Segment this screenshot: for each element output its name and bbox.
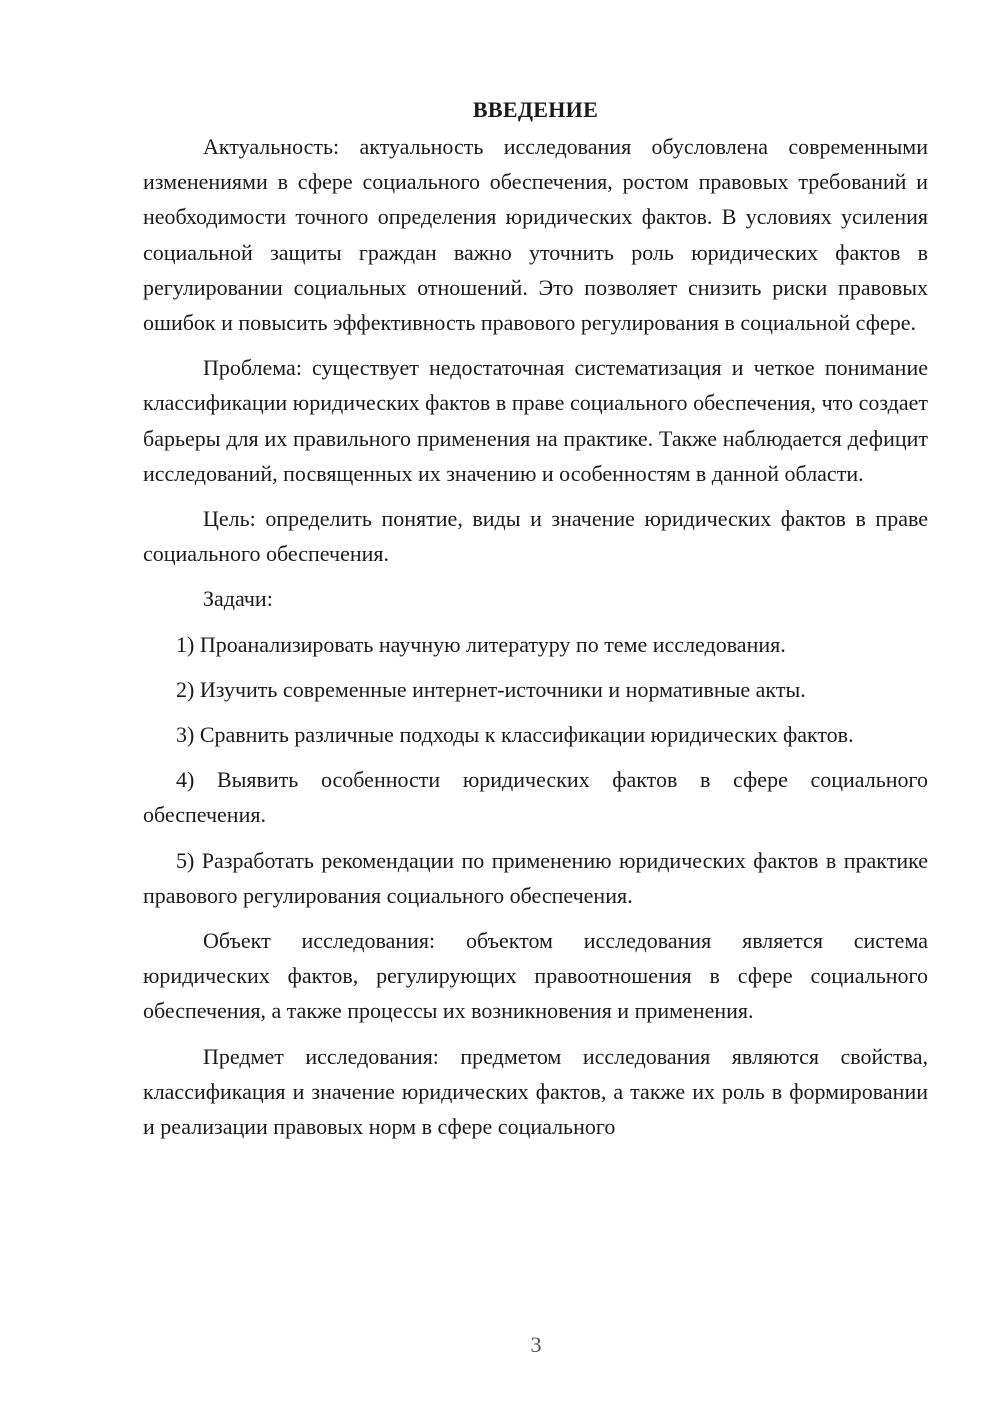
task-item-4: 4) Выявить особенности юридических фактов в сфере социального обеспечения. [143,767,928,828]
task-item-5: 5) Разработать рекомендации по применению юридических фактов в практике правового регулирования социального обеспечения. [143,847,928,908]
task-item-2: 2) Изучить современные интернет-источники и нормативные акты. [176,676,806,702]
task-item-1: 1) Проанализировать научную литературу по теме исследования. [176,631,786,657]
paragraph-problem: Проблема: существует недостаточная систематизация и четкое понимание классификации юридических фактов в праве социального обеспечения, что создает барьеры для их правильного применения на практике. Также наблюдается дефицит исследований, посвященных их значению и особенностям в данной области. [143,355,928,486]
paragraph-relevance: Актуальность: актуальность исследования обусловлена современными изменениями в сфере социального обеспечения, ростом правовых требований и необходимости точного определения юридических фактов. В условиях усиления социальной защиты граждан важно уточнить роль юридических фактов в регулировании социальных отношений. Это позволяет снизить риски правовых ошибок и повысить эффективность правового регулирования в социальной сфере. [143,134,928,336]
page-number: 3 [530,1332,542,1357]
paragraph-goal: Цель: определить понятие, виды и значение юридических фактов в праве социального обеспечения. [143,506,928,567]
section-title: ВВЕДЕНИЕ [472,97,599,122]
paragraph-object: Объект исследования: объектом исследования является система юридических фактов, регулирующих правоотношения в сфере социального обеспечения, а также процессы их возникновения и применения. [143,928,928,1024]
paragraph-subject: Предмет исследования: предметом исследования являются свойства, классификация и значение юридических фактов, а также их роль в формировании и реализации правовых норм в сфере социального [143,1043,928,1140]
paragraph-tasks-heading: Задачи: [203,586,273,612]
task-item-3: 3) Сравнить различные подходы к классификации юридических фактов. [176,722,854,748]
document-page [143,92,928,1154]
